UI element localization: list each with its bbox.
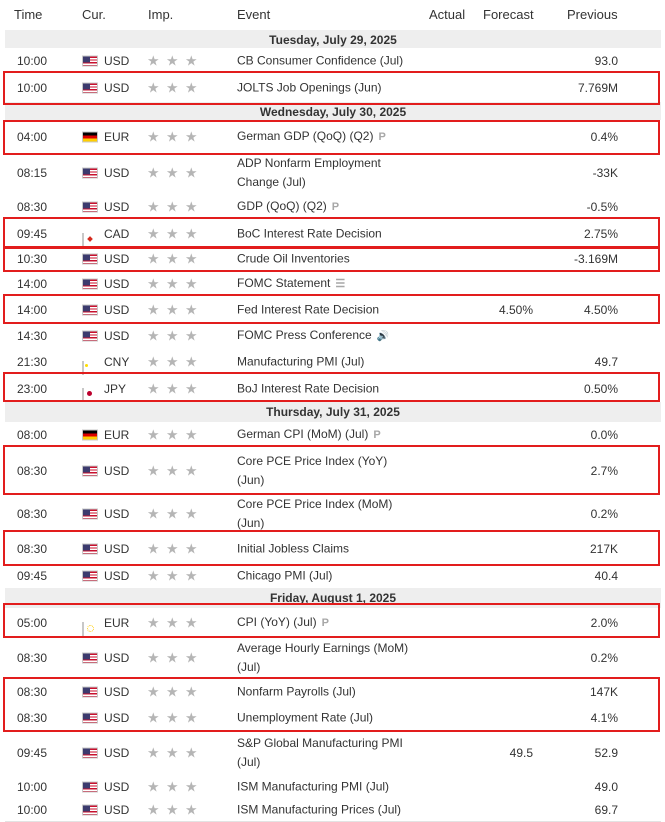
event-previous: 4.50% <box>583 303 618 317</box>
event-previous: 0.2% <box>590 507 618 521</box>
event-previous: 52.9 <box>594 745 618 760</box>
event-currency: EUR <box>104 616 130 630</box>
col-event-header[interactable]: Event <box>237 7 271 22</box>
event-row[interactable] <box>5 220 661 248</box>
event-time: 04:00 <box>17 129 48 144</box>
event-row[interactable] <box>5 730 661 776</box>
event-name[interactable] <box>237 682 412 701</box>
event-time: 10:30 <box>17 252 48 266</box>
date-label: Tuesday, July 29, 2025 <box>269 33 397 47</box>
importance-stars <box>147 567 198 584</box>
event-name[interactable] <box>237 708 412 727</box>
event-name-text[interactable]: FOMC Statement <box>237 276 331 290</box>
star-icon: ★ <box>185 250 198 267</box>
event-currency: USD <box>104 745 130 760</box>
star-icon: ★ <box>185 198 198 214</box>
star-icon: ★ <box>185 79 198 96</box>
event-currency: USD <box>104 199 130 214</box>
event-name-text[interactable]: Average Hourly Earnings (MoM) (Jul) <box>237 641 409 674</box>
importance-stars <box>147 801 198 818</box>
star-icon: ★ <box>166 250 179 267</box>
event-row[interactable] <box>5 271 661 298</box>
star-icon: ★ <box>147 801 160 818</box>
event-name-text[interactable]: CPI (YoY) (Jul) <box>237 615 317 629</box>
event-name[interactable] <box>237 425 412 445</box>
event-previous: 0.4% <box>590 129 618 144</box>
event-name-text[interactable]: CB Consumer Confidence (Jul) <box>237 53 404 68</box>
us-flag-icon <box>82 466 98 477</box>
importance-stars <box>147 746 198 759</box>
us-flag-icon <box>82 201 98 212</box>
importance-stars <box>147 227 198 240</box>
event-name-text[interactable]: GDP (QoQ) (Q2) <box>237 198 327 213</box>
de-flag-icon <box>82 430 98 441</box>
date-label: Thursday, July 31, 2025 <box>266 405 400 419</box>
event-previous: 49.0 <box>594 780 618 794</box>
event-name[interactable] <box>237 52 412 71</box>
star-icon: ★ <box>147 250 160 267</box>
star-icon: ★ <box>185 462 198 479</box>
star-icon: ★ <box>147 164 160 181</box>
star-icon: ★ <box>147 649 160 666</box>
star-icon: ★ <box>147 128 160 144</box>
star-icon: ★ <box>185 225 198 241</box>
event-time: 08:30 <box>17 542 48 556</box>
event-name[interactable] <box>237 734 412 772</box>
event-time: 14:00 <box>17 277 48 291</box>
star-icon: ★ <box>185 380 198 396</box>
star-icon: ★ <box>147 52 160 69</box>
event-currency: USD <box>104 569 130 583</box>
star-icon: ★ <box>166 567 179 584</box>
importance-stars <box>147 649 198 666</box>
star-icon: ★ <box>185 540 198 557</box>
event-row[interactable] <box>5 323 661 350</box>
event-previous: 49.7 <box>594 355 618 369</box>
us-flag-icon <box>82 331 98 342</box>
event-name[interactable] <box>237 778 412 797</box>
star-icon: ★ <box>147 353 160 370</box>
event-name-text[interactable]: Fed Interest Rate Decision <box>237 302 380 317</box>
us-flag-icon <box>82 805 98 816</box>
event-name[interactable] <box>237 250 412 269</box>
us-flag-icon <box>82 653 98 664</box>
star-icon: ★ <box>147 614 160 631</box>
event-time: 10:00 <box>17 803 48 817</box>
event-previous: 2.0% <box>590 616 618 630</box>
importance-stars <box>147 200 198 213</box>
event-name[interactable] <box>237 301 412 320</box>
importance-stars <box>147 711 198 724</box>
star-icon: ★ <box>166 52 179 69</box>
event-name-text[interactable]: ISM Manufacturing Prices (Jul) <box>237 802 402 817</box>
event-previous: 4.1% <box>590 710 618 725</box>
star-icon: ★ <box>185 744 198 760</box>
event-name[interactable] <box>237 79 412 98</box>
document-icon: ☰ <box>335 278 346 290</box>
event-name[interactable] <box>237 801 412 820</box>
event-name-text[interactable]: ISM Manufacturing PMI (Jul) <box>237 779 390 794</box>
event-previous: 69.7 <box>594 803 618 817</box>
event-previous: 40.4 <box>594 569 618 583</box>
event-name[interactable] <box>237 353 412 372</box>
event-row[interactable] <box>5 120 661 154</box>
importance-stars <box>147 614 198 631</box>
event-time: 08:00 <box>17 428 48 442</box>
event-time: 08:30 <box>17 199 48 214</box>
event-currency: EUR <box>104 428 130 442</box>
event-name[interactable] <box>237 452 412 490</box>
importance-stars <box>147 130 198 143</box>
star-icon: ★ <box>166 128 179 144</box>
col-currency-header[interactable]: Cur. <box>82 7 106 22</box>
star-icon: ★ <box>185 275 198 292</box>
us-flag-icon <box>82 509 98 520</box>
event-currency: USD <box>104 684 130 699</box>
event-time: 08:30 <box>17 507 48 521</box>
star-icon: ★ <box>166 709 179 725</box>
importance-stars <box>147 327 198 344</box>
event-currency: CNY <box>104 355 130 369</box>
event-row[interactable] <box>5 193 661 221</box>
us-flag-icon <box>82 305 98 316</box>
star-icon: ★ <box>166 380 179 396</box>
event-time: 09:45 <box>17 745 48 760</box>
event-name-text[interactable]: JOLTS Job Openings (Jun) <box>237 80 382 95</box>
star-icon: ★ <box>166 275 179 292</box>
star-icon: ★ <box>147 225 160 241</box>
event-currency: USD <box>104 277 130 291</box>
event-time: 10:00 <box>17 54 48 68</box>
table-header <box>5 0 661 31</box>
event-previous: -33K <box>592 166 618 180</box>
event-row[interactable] <box>5 422 661 449</box>
importance-stars <box>147 275 198 292</box>
event-name-text[interactable]: ADP Nonfarm Employment Change (Jul) <box>237 156 381 189</box>
star-icon: ★ <box>166 462 179 479</box>
event-row[interactable] <box>5 297 661 324</box>
event-row[interactable] <box>5 153 661 194</box>
event-currency: USD <box>104 803 130 817</box>
event-row[interactable] <box>5 247 661 272</box>
event-time: 08:30 <box>17 464 48 478</box>
event-currency: EUR <box>104 129 130 144</box>
event-name[interactable] <box>237 197 412 217</box>
us-flag-icon <box>82 571 98 582</box>
importance-stars <box>147 426 198 443</box>
col-previous-header[interactable]: Previous <box>567 7 618 22</box>
importance-stars <box>147 505 198 522</box>
event-name[interactable] <box>237 274 412 294</box>
event-previous: -3.169M <box>573 252 618 266</box>
star-icon: ★ <box>147 275 160 292</box>
event-currency: USD <box>104 54 130 68</box>
event-name-text[interactable]: Manufacturing PMI (Jul) <box>237 354 365 369</box>
star-icon: ★ <box>166 505 179 522</box>
event-row[interactable] <box>5 349 661 376</box>
event-currency: CAD <box>104 226 130 241</box>
event-name[interactable] <box>237 540 412 559</box>
event-name[interactable] <box>237 224 412 243</box>
preliminary-icon: P <box>321 617 329 629</box>
star-icon: ★ <box>166 225 179 241</box>
star-icon: ★ <box>166 778 179 795</box>
importance-stars <box>147 382 198 395</box>
event-currency: JPY <box>104 381 127 396</box>
event-currency: USD <box>104 464 130 478</box>
star-icon: ★ <box>185 505 198 522</box>
star-icon: ★ <box>147 778 160 795</box>
event-currency: USD <box>104 780 130 794</box>
star-icon: ★ <box>147 744 160 760</box>
event-previous: 0.0% <box>590 428 618 442</box>
star-icon: ★ <box>185 426 198 443</box>
event-row[interactable] <box>5 375 661 403</box>
star-icon: ★ <box>147 301 160 318</box>
event-time: 08:30 <box>17 651 48 665</box>
star-icon: ★ <box>185 778 198 795</box>
event-time: 21:30 <box>17 355 48 369</box>
star-icon: ★ <box>166 198 179 214</box>
event-time: 10:00 <box>17 780 48 794</box>
event-currency: USD <box>104 303 130 317</box>
event-time: 23:00 <box>17 381 48 396</box>
star-icon: ★ <box>166 801 179 818</box>
event-name[interactable] <box>237 495 412 533</box>
event-row[interactable] <box>5 678 661 706</box>
star-icon: ★ <box>147 505 160 522</box>
event-name-text[interactable]: Unemployment Rate (Jul) <box>237 710 374 724</box>
star-icon: ★ <box>147 198 160 214</box>
us-flag-icon <box>82 782 98 793</box>
event-name-text[interactable]: S&P Global Manufacturing PMI (Jul) <box>237 735 403 769</box>
star-icon: ★ <box>166 614 179 631</box>
event-time: 08:30 <box>17 684 48 699</box>
star-icon: ★ <box>166 164 179 181</box>
us-flag-icon <box>82 747 98 758</box>
event-previous: 0.2% <box>590 651 618 665</box>
importance-stars <box>147 685 198 698</box>
event-previous: 93.0 <box>594 54 618 68</box>
importance-stars <box>147 250 198 267</box>
event-name-text[interactable]: German GDP (QoQ) (Q2) <box>237 128 374 143</box>
event-previous: 0.50% <box>583 381 618 396</box>
event-previous: 147K <box>589 684 618 699</box>
star-icon: ★ <box>185 614 198 631</box>
importance-stars <box>147 353 198 370</box>
speaker-icon: 🔊 <box>376 331 390 342</box>
event-time: 09:45 <box>17 569 48 583</box>
star-icon: ★ <box>166 540 179 557</box>
importance-stars <box>147 79 198 96</box>
event-time: 09:45 <box>17 226 48 241</box>
event-row[interactable] <box>5 48 661 75</box>
de-flag-icon <box>82 131 98 142</box>
star-icon: ★ <box>166 426 179 443</box>
event-name-text[interactable]: Chicago PMI (Jul) <box>237 568 333 583</box>
event-name-text[interactable]: Core PCE Price Index (MoM) (Jun) <box>237 497 393 530</box>
event-time: 10:00 <box>17 81 48 95</box>
us-flag-icon <box>82 168 98 179</box>
star-icon: ★ <box>166 683 179 699</box>
event-previous: 2.7% <box>590 464 618 478</box>
event-row[interactable] <box>5 608 661 639</box>
col-importance-header[interactable]: Imp. <box>148 7 174 22</box>
event-name-text[interactable]: Crude Oil Inventories <box>237 251 350 266</box>
preliminary-icon: P <box>373 429 381 441</box>
event-currency: USD <box>104 329 130 343</box>
event-name[interactable] <box>237 154 412 192</box>
event-time: 14:30 <box>17 329 48 343</box>
star-icon: ★ <box>185 128 198 144</box>
event-name-text[interactable]: Initial Jobless Claims <box>237 541 350 556</box>
star-icon: ★ <box>147 709 160 725</box>
event-currency: USD <box>104 542 130 556</box>
event-time: 08:15 <box>17 166 48 180</box>
star-icon: ★ <box>166 301 179 318</box>
preliminary-icon: P <box>378 130 386 143</box>
event-previous: 217K <box>589 542 618 556</box>
event-row[interactable] <box>5 799 661 822</box>
event-currency: USD <box>104 81 130 95</box>
date-row <box>5 102 661 121</box>
event-name-text[interactable]: Core PCE Price Index (YoY) (Jun) <box>237 454 388 487</box>
event-row[interactable] <box>5 534 661 565</box>
date-row <box>5 402 661 423</box>
star-icon: ★ <box>185 52 198 69</box>
us-flag-icon <box>82 254 98 265</box>
event-forecast: 4.50% <box>498 303 533 317</box>
event-name[interactable] <box>237 127 412 147</box>
star-icon: ★ <box>166 649 179 666</box>
event-row[interactable] <box>5 74 661 103</box>
us-flag-icon <box>82 83 98 94</box>
event-name[interactable] <box>237 639 412 677</box>
importance-stars <box>147 301 198 318</box>
star-icon: ★ <box>185 567 198 584</box>
star-icon: ★ <box>185 327 198 344</box>
event-row[interactable] <box>5 705 661 731</box>
event-row[interactable] <box>5 448 661 495</box>
event-currency: USD <box>104 166 130 180</box>
star-icon: ★ <box>147 462 160 479</box>
event-name[interactable] <box>237 326 412 346</box>
event-name-text[interactable]: Nonfarm Payrolls (Jul) <box>237 684 356 698</box>
star-icon: ★ <box>166 353 179 370</box>
star-icon: ★ <box>147 540 160 557</box>
event-time: 14:00 <box>17 303 48 317</box>
event-name[interactable] <box>237 613 412 633</box>
date-row <box>5 588 661 609</box>
star-icon: ★ <box>147 79 160 96</box>
event-name[interactable] <box>237 379 412 398</box>
importance-stars <box>147 540 198 557</box>
importance-stars <box>147 164 198 181</box>
event-name-text[interactable]: BoJ Interest Rate Decision <box>237 381 380 395</box>
star-icon: ★ <box>185 709 198 725</box>
us-flag-icon <box>82 712 98 723</box>
event-currency: USD <box>104 710 130 725</box>
col-time-header[interactable]: Time <box>14 7 43 22</box>
event-name-text[interactable]: German CPI (MoM) (Jul) <box>237 427 369 441</box>
event-previous: 2.75% <box>583 226 618 241</box>
star-icon: ★ <box>185 683 198 699</box>
event-currency: USD <box>104 651 130 665</box>
event-row[interactable] <box>5 494 661 535</box>
star-icon: ★ <box>147 426 160 443</box>
importance-stars <box>147 52 198 69</box>
event-currency: USD <box>104 507 130 521</box>
star-icon: ★ <box>166 79 179 96</box>
star-icon: ★ <box>185 164 198 181</box>
event-previous: -0.5% <box>586 199 618 214</box>
event-row[interactable] <box>5 638 661 679</box>
date-label: Friday, August 1, 2025 <box>269 591 397 605</box>
star-icon: ★ <box>185 649 198 666</box>
event-previous: 7.769M <box>577 81 618 95</box>
star-icon: ★ <box>185 801 198 818</box>
us-flag-icon <box>82 56 98 67</box>
event-name-text[interactable]: FOMC Press Conference <box>237 328 372 342</box>
star-icon: ★ <box>147 380 160 396</box>
us-flag-icon <box>82 544 98 555</box>
event-row[interactable] <box>5 775 661 800</box>
star-icon: ★ <box>147 683 160 699</box>
star-icon: ★ <box>166 327 179 344</box>
star-icon: ★ <box>166 744 179 760</box>
col-actual-header[interactable]: Actual <box>429 7 466 22</box>
eu-flag-icon <box>82 622 84 638</box>
event-currency: USD <box>104 252 130 266</box>
preliminary-icon: P <box>331 200 340 213</box>
star-icon: ★ <box>185 353 198 370</box>
star-icon: ★ <box>185 301 198 318</box>
event-name[interactable] <box>237 567 412 586</box>
us-flag-icon <box>82 279 98 290</box>
event-forecast: 49.5 <box>509 745 533 760</box>
star-icon: ★ <box>147 567 160 584</box>
col-forecast-header[interactable]: Forecast <box>483 7 534 22</box>
event-name-text[interactable]: BoC Interest Rate Decision <box>237 226 382 240</box>
importance-stars <box>147 462 198 479</box>
event-time: 08:30 <box>17 710 48 725</box>
event-row[interactable] <box>5 564 661 589</box>
us-flag-icon <box>82 686 98 697</box>
star-icon: ★ <box>147 327 160 344</box>
date-row <box>5 30 661 49</box>
importance-stars <box>147 778 198 795</box>
event-time: 05:00 <box>17 616 48 630</box>
date-label: Wednesday, July 30, 2025 <box>259 105 407 119</box>
